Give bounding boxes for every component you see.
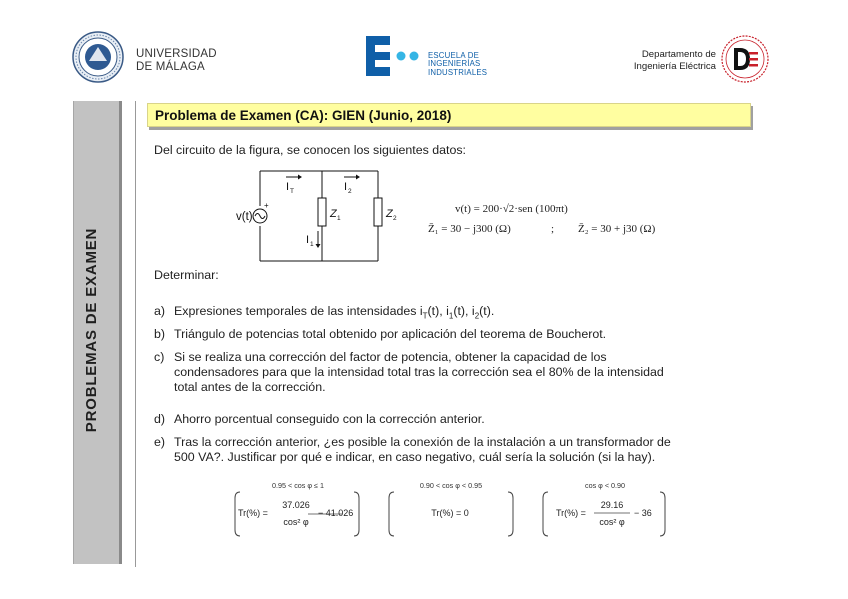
intro-text: Del circuito de la figura, se conocen los siguientes datos: bbox=[154, 143, 467, 157]
formula-2-text: Tr(%) = 0 bbox=[431, 508, 469, 518]
school-logo-icon bbox=[366, 34, 426, 78]
item-d bbox=[154, 412, 752, 427]
item-e-line2: 500 VA?. Justificar por qué e indicar, en caso negativo, cuál sería la solución (si la hay). bbox=[174, 450, 656, 464]
voltage-equation: v(t) = 200·√2·sen (100πt) bbox=[455, 203, 568, 215]
item-e-line1: Tras la corrección anterior, ¿es posible la conexión de la instalación a un transformador de bbox=[174, 435, 671, 449]
item-a-text-post: (t). bbox=[479, 304, 495, 318]
formula-3-right: − 36 bbox=[634, 508, 652, 518]
equation-separator: ; bbox=[551, 223, 555, 235]
school-line2: INGENIERÍAS bbox=[428, 59, 481, 69]
university-name bbox=[136, 48, 217, 74]
item-d-label: d) bbox=[154, 412, 166, 426]
item-c-label: c) bbox=[154, 350, 165, 364]
item-c-line1: Si se realiza una corrección del factor de potencia, obtener la capacidad de los bbox=[174, 350, 607, 364]
item-a-text-mid1: (t), i bbox=[427, 304, 449, 318]
problem-title: Problema de Examen (CA): GIEN (Junio, 2018) bbox=[155, 108, 452, 123]
current-i2-label: I bbox=[344, 181, 348, 193]
item-b-text: Triángulo de potencias total obtenido por aplicación del teorema de Boucherot. bbox=[174, 327, 607, 341]
impedance-z2-label: Z bbox=[386, 208, 393, 220]
current-i1-sub: 1 bbox=[310, 241, 314, 248]
current-it-label: I bbox=[286, 181, 290, 193]
item-e-label: e) bbox=[154, 435, 166, 449]
item-a-label: a) bbox=[154, 304, 166, 318]
z1-equation: Z̄₁ = 30 − j300 (Ω) bbox=[428, 223, 511, 235]
formula-1-denominator: cos² φ bbox=[283, 517, 309, 527]
impedance-z1-label: Z bbox=[330, 208, 337, 220]
department-line2: Ingeniería Eléctrica bbox=[633, 61, 716, 72]
item-a bbox=[154, 304, 752, 323]
formula-1-condition: 0.95 < cos φ ≤ 1 bbox=[272, 481, 324, 490]
formula-3-numerator: 29.16 bbox=[600, 500, 624, 510]
circuit-diagram bbox=[226, 165, 406, 265]
department-line1: Departamento de bbox=[641, 49, 716, 60]
university-seal-icon bbox=[72, 31, 124, 83]
formula-1-left: Tr(%) = bbox=[238, 508, 268, 518]
source-plus: + bbox=[264, 201, 269, 210]
impedance-z1-sub: 1 bbox=[337, 215, 341, 222]
item-c-line2: condensadores para que la intensidad total tras la corrección sea el 80% de la intensidad bbox=[174, 365, 664, 379]
department-seal-icon bbox=[720, 34, 770, 84]
current-it-sub: T bbox=[290, 188, 294, 195]
item-d-text: Ahorro porcentual conseguido con la corrección anterior. bbox=[174, 412, 485, 426]
current-i2-sub: 2 bbox=[348, 188, 352, 195]
formula-3-denominator: cos² φ bbox=[599, 517, 625, 527]
item-b-label: b) bbox=[154, 327, 166, 341]
university-line1: UNIVERSIDAD bbox=[136, 48, 217, 60]
formula-3-condition: cos φ < 0.90 bbox=[584, 481, 626, 490]
formula-1-numerator: 37.026 bbox=[282, 500, 310, 510]
item-a-sub-t: T bbox=[422, 311, 428, 321]
formula-1-right: − 41.026 bbox=[318, 508, 354, 518]
department-name bbox=[611, 49, 716, 73]
item-a-sub-1: 1 bbox=[448, 311, 454, 321]
university-line2: DE MÁLAGA bbox=[136, 61, 205, 73]
vertical-divider bbox=[135, 101, 136, 567]
z2-equation: Z̄₂ = 30 + j30 (Ω) bbox=[578, 223, 656, 235]
formula-2-condition: 0.90 < cos φ < 0.95 bbox=[419, 481, 483, 490]
formula-3-fraction-bar bbox=[594, 512, 630, 514]
item-a-text-pre: Expresiones temporales de las intensidades i bbox=[174, 304, 423, 318]
item-c-line3: total antes de la corrección. bbox=[174, 380, 326, 394]
item-a-text-mid2: (t), i bbox=[453, 304, 475, 318]
item-b bbox=[154, 327, 752, 342]
item-c bbox=[154, 350, 752, 395]
side-title: PROBLEMAS DE EXAMEN bbox=[83, 227, 100, 433]
current-i1-label: I bbox=[306, 234, 310, 246]
determinar-label: Determinar: bbox=[154, 268, 219, 282]
school-line3: INDUSTRIALES bbox=[428, 67, 488, 77]
item-a-sub-2: 2 bbox=[474, 311, 480, 321]
school-line1: ESCUELA DE bbox=[428, 51, 479, 60]
formula-3-left: Tr(%) = bbox=[556, 508, 586, 518]
school-name bbox=[428, 52, 487, 77]
item-e bbox=[154, 435, 752, 465]
impedance-z2-sub: 2 bbox=[393, 215, 397, 222]
source-label: v(t) bbox=[236, 211, 253, 223]
